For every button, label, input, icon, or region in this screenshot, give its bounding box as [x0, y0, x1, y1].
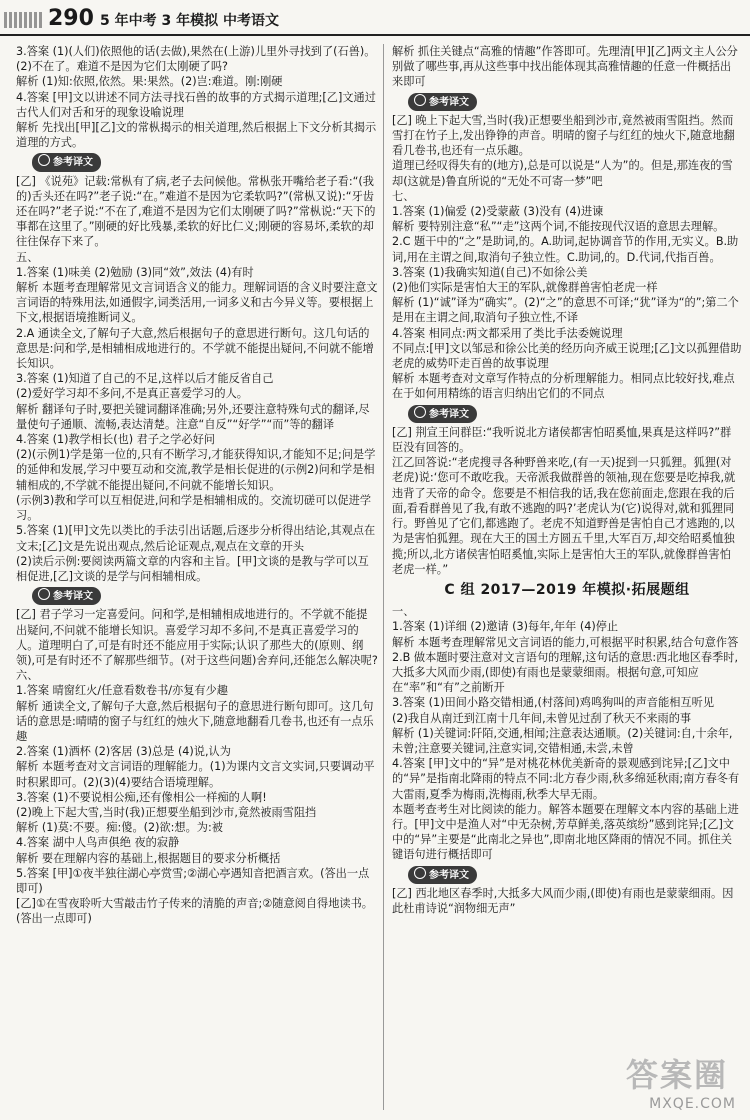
answer-paragraph: (2)读后示例:要阅读两篇文章的内容和主旨。[甲]文谈的是教与学可以互相促进,[乙]文谈的是学与问相辅相成。 [16, 554, 369, 583]
watermark [602, 1054, 742, 1114]
badge-label: 参考译文 [53, 157, 93, 169]
answer-paragraph: 3.答案 (1)不要说相公痴,还有像相公一样痴的人啊! [16, 790, 267, 804]
page-number: 290 [48, 6, 94, 31]
right-column [392, 44, 742, 1112]
answer-paragraph: (2)爱好学习却不多问,不是真正喜爱学习的人。 [16, 387, 248, 401]
book-icon [414, 867, 426, 879]
answer-paragraph: 2.B 做本题时要注意对文言语句的理解,这句话的意思:西北地区春季时,大抵多大风而少雨,(即使)有雨也是蒙蒙细雨。根据句意,可知应在“率”和“有”之前断开 [392, 650, 739, 695]
reference-translation-badge [408, 93, 477, 111]
book-icon [414, 94, 426, 106]
page-header [0, 0, 750, 38]
answer-paragraph: 3.答案 (1)知道了自己的不足,这样以后才能反省自己 [16, 372, 274, 386]
answer-paragraph: 2.C 题干中的“之”是助词,的。A.助词,起协调音节的作用,无实义。B.助词,用在主谓之间,取消句子独立性。C.助词,的。D.代词,代指百兽。 [392, 235, 739, 264]
answer-paragraph: 七、 [392, 189, 415, 203]
group-heading: C 组 2017—2019 年模拟·拓展题组 [444, 581, 690, 598]
answer-paragraph: 解析 本题考查理解常见文言词语的能力,可根据平时积累,结合句意作答 [392, 635, 739, 649]
answer-paragraph: 解析 (1)莫:不要。痴:傻。(2)欲:想。为:被 [16, 821, 223, 835]
answer-paragraph: 解析 要特别注意“私”“走”这两个词,不能按现代汉语的意思去理解。 [392, 220, 725, 234]
answer-paragraph: 解析 本题考查对文言词语的理解能力。(1)为课内文言文实词,只要调动平时积累即可。(2)(3)(4)要结合语境理解。 [16, 760, 375, 789]
answer-paragraph: 1.答案 晴窗红火/任意看数卷书/亦复有少趣 [16, 684, 228, 698]
answer-paragraph: (2)晚上下起大雪,当时(我)正想要坐船到沙市,竟然被雨雪阻挡 [16, 805, 317, 819]
answer-paragraph: (2)他们实际是害怕大王的军队,就像群兽害怕老虎一样 [392, 281, 658, 295]
left-column [16, 44, 378, 1112]
answer-paragraph: 4.答案 [甲]文以讲述不同方法寻找石兽的故事的方式揭示道理;[乙]文通过古代人们对舌和牙的现象设喻说理 [16, 90, 376, 119]
answer-paragraph: (2)不在了。难道不是因为它们太刚硬了吗? [16, 60, 228, 74]
header-decoration [4, 12, 44, 28]
answer-paragraph: [乙]①在雪夜聆听大雪敲击竹子传来的清脆的声音;②随意阅自得地读书。(答出一点即可) [16, 897, 373, 926]
answer-paragraph: 1.答案 (1)详细 (2)邀请 (3)每年,年年 (4)停止 [392, 620, 619, 634]
answer-paragraph: 4.答案 (1)教学相长(也) 君子之学必好问 [16, 433, 215, 447]
badge-label: 参考译文 [53, 591, 93, 603]
answer-paragraph: [乙] 西北地区春季时,大抵多大风而少雨,(即使)有雨也是蒙蒙细雨。因此杜甫诗说“润物细无声” [392, 886, 734, 915]
answer-paragraph: 五、 [16, 250, 39, 264]
answer-paragraph: 解析 本题考查理解常见文言词语含义的能力。理解词语的含义时要注意文言词语的特殊用法,如通假字,词类活用,一词多义和古今异义等。要根据上下文,根据语境推断词义。 [16, 281, 378, 325]
answer-paragraph: [乙] 君子学习一定喜爱问。问和学,是相辅相成地进行的。不学就不能提出疑问,不问就不能增长知识。喜爱学习却不多问,不是真正喜爱学习的人。道理明白了,可是有时还不能应用于实际;认识了那些大的(原则、纲领),可是有时还不了解那些细节。(对于这些问题)舍弃问,还能怎么解决呢? [16, 608, 378, 667]
column-divider [383, 44, 384, 1110]
answer-paragraph: 4.答案 相同点:两文都采用了类比手法委婉说理 [392, 326, 623, 340]
answer-paragraph: 3.答案 (1)我确实知道(自己)不如徐公美 [392, 265, 588, 279]
answer-paragraph: [乙] 《说苑》记载:常枞有了病,老子去问候他。常枞张开嘴给老子看:“(我的)舌头还在吗?”老子说:“在。”难道不是因为它柔软吗?”(常枞又说):“牙齿还在吗?”老子说:“不在了,难道不是因为它们太刚硬了吗?”常枞说:“天下的事都在这里了。”刚硬的好比残暴,柔软的好比仁义;刚硬的容易坏,柔软的却往往保存下来了。 [16, 174, 376, 249]
answer-paragraph: 解析 翻译句子时,要把关键词翻译准确;另外,还要注意特殊句式的翻译,尽量使句子通顺、流畅,表达清楚。注意“自反”“好学”“而”等的翻译 [16, 402, 370, 431]
answer-paragraph: 解析 本题考查对文章写作特点的分析理解能力。相同点比较好找,难点在于如何用精练的语言归纳出它们的不同点 [392, 372, 735, 401]
answer-paragraph: 解析 通读全文,了解句子大意,然后根据句子的意思进行断句即可。这几句话的意思是:晴晴的窗子与红红的烛火下,随意地翻看几卷书,也还有一点乐趣 [16, 699, 374, 743]
answer-paragraph: 3.答案 (1)(人们)依照他的话(去做),果然在(上游)儿里外寻找到了(石兽)。 [16, 45, 376, 58]
answer-paragraph: 4.答案 [甲]文中的“异”是对桃花林优美新奇的景观感到诧异;[乙]文中的“异”是指南北降雨的特点不同:北方春少雨,秋多绵延秋雨;南方春冬有大雷雨,夏季为梅雨,洗梅雨,秋季大早无雨。 [392, 757, 740, 801]
watermark-logo: 答案圈 [625, 1056, 728, 1094]
badge-label: 参考译文 [429, 869, 469, 881]
answer-paragraph: [乙] 晚上下起大雪,当时(我)正想要坐船到沙市,竟然被雨雪阻挡。然而雪打在竹子上,发出铮铮的声音。明晴的窗子与红红的烛火下,随意地翻看几卷书,也还有一点乐趣。 [392, 113, 735, 158]
answer-paragraph: 解析 要在理解内容的基础上,根据题目的要求分析概括 [16, 851, 281, 865]
reference-translation-badge [32, 153, 101, 171]
answer-paragraph: 一、 [392, 605, 415, 619]
answer-paragraph: 六、 [16, 669, 39, 683]
answer-paragraph: 解析 抓住关键点“高雅的情趣”作答即可。先理清[甲][乙]两文主人公分别做了哪些事,再从这些事中找出能体现其高雅情趣的任意一件概括出来即可 [392, 45, 738, 89]
watermark-url: MXQE.COM [649, 1096, 736, 1112]
answer-paragraph: 1.答案 (1)味美 (2)勉励 (3)同“效”,效法 (4)有时 [16, 265, 254, 279]
answer-paragraph: (2)我自从南迁到江南十几年间,未曾见过刮了秋天不来雨的事 [392, 711, 692, 725]
book-icon [38, 588, 50, 600]
answer-paragraph: (2)(示例1)学是第一位的,只有不断学习,才能获得知识,才能知不足;问是学的延伸和发展,学习中要互动和交流,教学是相长促进的(示例2)问和学是相辅相成的,不学就不能提出疑问,不问就不能增长知识。 [16, 448, 376, 492]
header-rule [0, 34, 750, 36]
answer-paragraph: 4.答案 湖中人鸟声俱绝 夜的寂静 [16, 836, 180, 850]
answer-paragraph: 解析 (1)“诚”译为“确实”。(2)“之”的意思不可译;“犹”译为“的”;第二个是用在主谓之间,取消句子独立性,不译 [392, 296, 739, 325]
book-icon [414, 406, 426, 418]
badge-label: 参考译文 [429, 96, 469, 108]
answer-paragraph: 2.A 通读全文,了解句子大意,然后根据句子的意思进行断句。这几句话的意思是:问和学,是相辅相成地进行的。不学就不能提出疑问,不问就不能增长知识。 [16, 326, 374, 371]
answer-paragraph: 江乙回答说:“老虎搜寻各种野兽来吃,(有一天)捉到一只狐狸。狐狸(对老虎)说:‘您可不敢吃我。天帝派我做群兽的领袖,现在您要是吃掉我,就违背了天帝的命令。您要是不相信我的话,我在您前面走,您跟在我的后面,看看群兽见了我,有敢不逃跑的吗?’老虎认为(它)说得对,就和狐狸同行。野兽见了它们,都逃跑了。老虎不知道野兽是害怕自己才逃跑的,以为是害怕狐狸。现在大王的国土方圆五千里,大军百万,却交给昭奚恤独揽;所以,北方诸侯害怕昭奚恤,实际上是害怕大王的军队,就像群兽害怕老虎一样。” [392, 456, 736, 576]
answer-paragraph: 3.答案 (1)田间小路交错相通,(村落间)鸡鸣狗叫的声音能相互听见 [392, 696, 715, 710]
answer-paragraph: 5.答案 [甲]①夜半独往湖心亭赏雪;②湖心亭遇知音把酒言欢。(答出一点即可) [16, 866, 370, 895]
answer-paragraph: 1.答案 (1)偏爱 (2)受蒙蔽 (3)没有 (4)进谏 [392, 205, 604, 219]
answer-paragraph: 5.答案 (1)[甲]文先以类比的手法引出话题,后逐步分析得出结论,其观点在文末;[乙]文是先说出观点,然后论证观点,观点在文章的开头 [16, 524, 376, 553]
answer-paragraph: 不同点:[甲]文以邹忌和徐公比美的经历向齐威王说理;[乙]文以孤狸借助老虎的威势吓走百兽的故事说理 [392, 341, 742, 371]
answer-paragraph: 解析 先找出[甲][乙]文的常枞揭示的相关道理,然后根据上下文分析其揭示道理的方式。 [16, 121, 377, 150]
answer-paragraph: 2.答案 (1)酒杯 (2)客居 (3)总是 (4)说,认为 [16, 745, 231, 759]
badge-label: 参考译文 [429, 408, 469, 420]
answer-paragraph: (示例3)教和学可以互相促进,问和学是相辅相成的。交流切磋可以促进学习。 [16, 493, 372, 523]
answer-paragraph: 道理已经叹得失有的(地方),总是可以说是“人为”的。但是,那连夜的雪却(这就是)鲁直所说的“无处不可寄一梦”吧 [392, 159, 733, 188]
reference-translation-badge [408, 405, 477, 423]
answer-paragraph: 解析 (1)关键词:阡陌,交通,相闻;注意表达通顺。(2)关键词:自,十余年,未曾;注意要关键词,注意实词,交错相通,未尝,未曾 [392, 726, 733, 755]
book-icon [38, 154, 50, 166]
answer-paragraph: 解析 (1)知:依照,依然。果:果然。(2)岂:难道。刚:刚硬 [16, 75, 283, 89]
reference-translation-badge [32, 587, 101, 605]
book-title: 5 年中考 3 年模拟 中考语文 [100, 13, 279, 29]
answer-paragraph: [乙] 荆宣王问群臣:“我听说北方诸侯都害怕昭奚恤,果真是这样吗?”群臣没有回答的。 [392, 425, 732, 455]
reference-translation-badge [408, 866, 477, 884]
answer-paragraph: 本题考查考生对比阅读的能力。解答本题要在理解文本内容的基础上进行。[甲]文中是渔人对“中无杂树,芳草鲜美,落英缤纷”感到诧异;[乙]文中的“异”主要是“此南北之异也”,即南北地区降雨的情况不同。抓住关键语句进行概括即可 [392, 802, 739, 862]
